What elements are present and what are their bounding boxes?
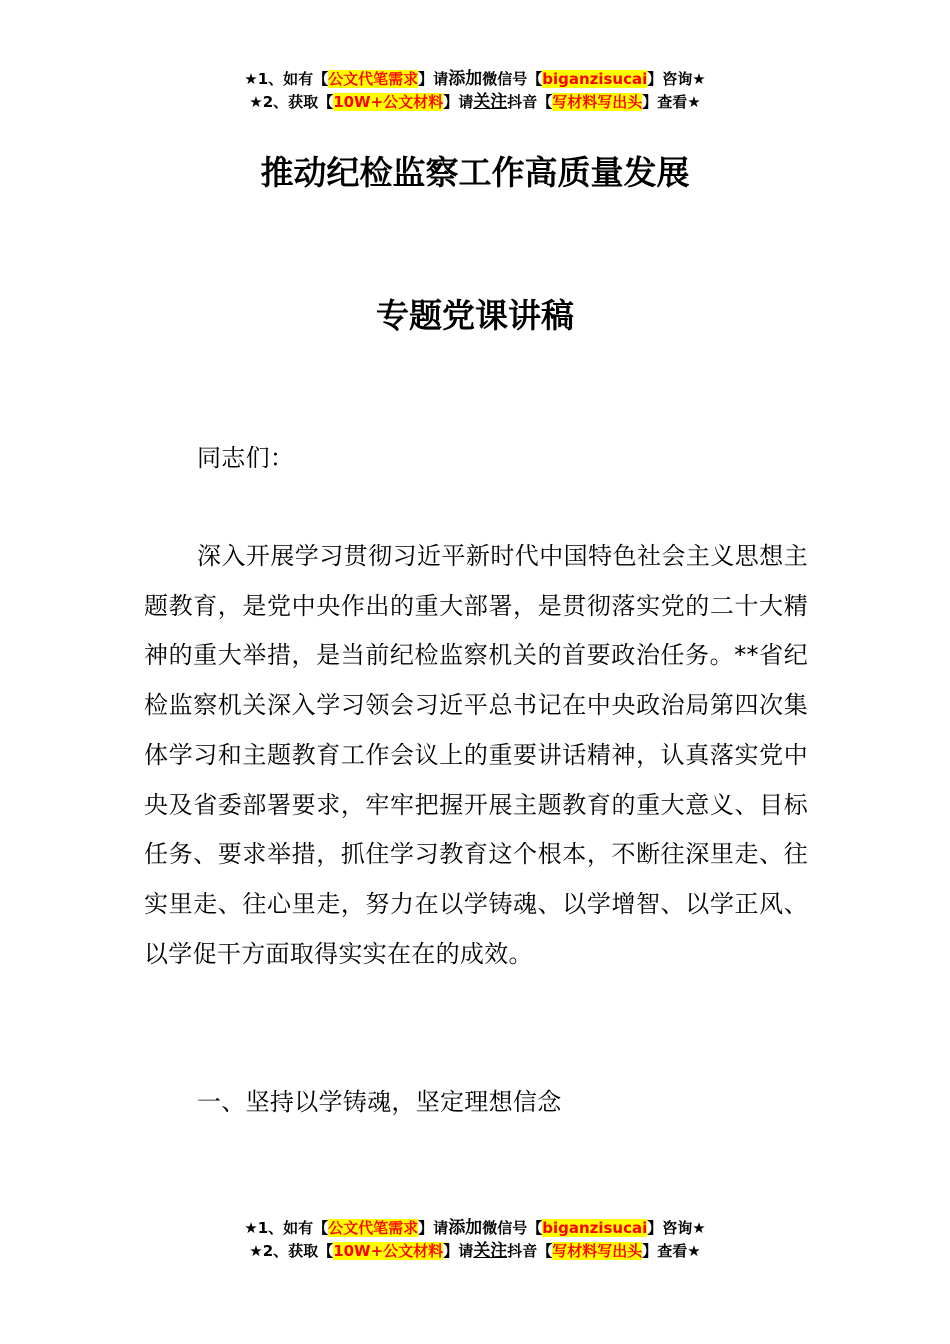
banner-text: ★1、如有【	[244, 70, 329, 88]
banner-text: 抖音【	[507, 93, 553, 111]
banner-text: ★2、获取【	[249, 1242, 334, 1260]
banner-text: 】查看★	[642, 1242, 701, 1260]
document-title: 推动纪检监察工作高质量发展	[260, 153, 690, 192]
greeting: 同志们：	[197, 444, 295, 472]
highlight-materials: 10W+公文材料	[333, 93, 444, 111]
highlight-service: 公文代笔需求	[328, 70, 419, 88]
banner-text: 】请	[443, 93, 474, 111]
highlight-wechat-id: biganzisucai	[542, 1219, 648, 1237]
banner-text: ★1、如有【	[244, 1219, 329, 1237]
banner-text: 微信号【	[482, 70, 543, 88]
document-subtitle: 专题党课讲稿	[376, 296, 574, 335]
banner-emphasis: 添加	[448, 1218, 483, 1238]
banner-text: 】请	[418, 1219, 449, 1237]
highlight-materials: 10W+公文材料	[333, 1242, 444, 1260]
banner-text: 】请	[443, 1242, 474, 1260]
banner-text: 抖音【	[507, 1242, 553, 1260]
banner-line-1	[0, 68, 950, 91]
banner-text: ★2、获取【	[249, 93, 334, 111]
banner-emphasis: 关注	[473, 1241, 508, 1261]
banner-text: 】查看★	[642, 93, 701, 111]
banner-line-2	[0, 91, 950, 114]
banner-emphasis: 关注	[473, 92, 508, 112]
header-banner	[0, 68, 950, 114]
banner-text: 】咨询★	[647, 70, 706, 88]
banner-text: 】咨询★	[647, 1219, 706, 1237]
highlight-service: 公文代笔需求	[328, 1219, 419, 1237]
highlight-douyin-id: 写材料写出头	[552, 93, 643, 111]
banner-line-2	[0, 1240, 950, 1263]
banner-line-1	[0, 1217, 950, 1240]
body-paragraph: 深入开展学习贯彻习近平新时代中国特色社会主义思想主题教育，是党中央作出的重大部署，是贯彻落实党的二十大精神的重大举措，是当前纪检监察机关的首要政治任务。**省纪检监察机关深入学习领会习近平总书记在中央政治局第四次集体学习和主题教育工作会议上的重要讲话精神，认真落实党中央及省委部署要求，牢牢把握开展主题教育的重大意义、目标任务、要求举措，抓住学习教育这个根本，不断往深里走、往实里走、往心里走，努力在以学铸魂、以学增智、以学正风、以学促干方面取得实实在在的成效。	[144, 542, 808, 968]
section-heading: 一、坚持以学铸魂，坚定理想信念	[197, 1088, 562, 1116]
banner-text: 微信号【	[482, 1219, 543, 1237]
banner-text: 】请	[418, 70, 449, 88]
highlight-douyin-id: 写材料写出头	[552, 1242, 643, 1260]
banner-emphasis: 添加	[448, 69, 483, 89]
highlight-wechat-id: biganzisucai	[542, 70, 648, 88]
footer-banner	[0, 1217, 950, 1263]
